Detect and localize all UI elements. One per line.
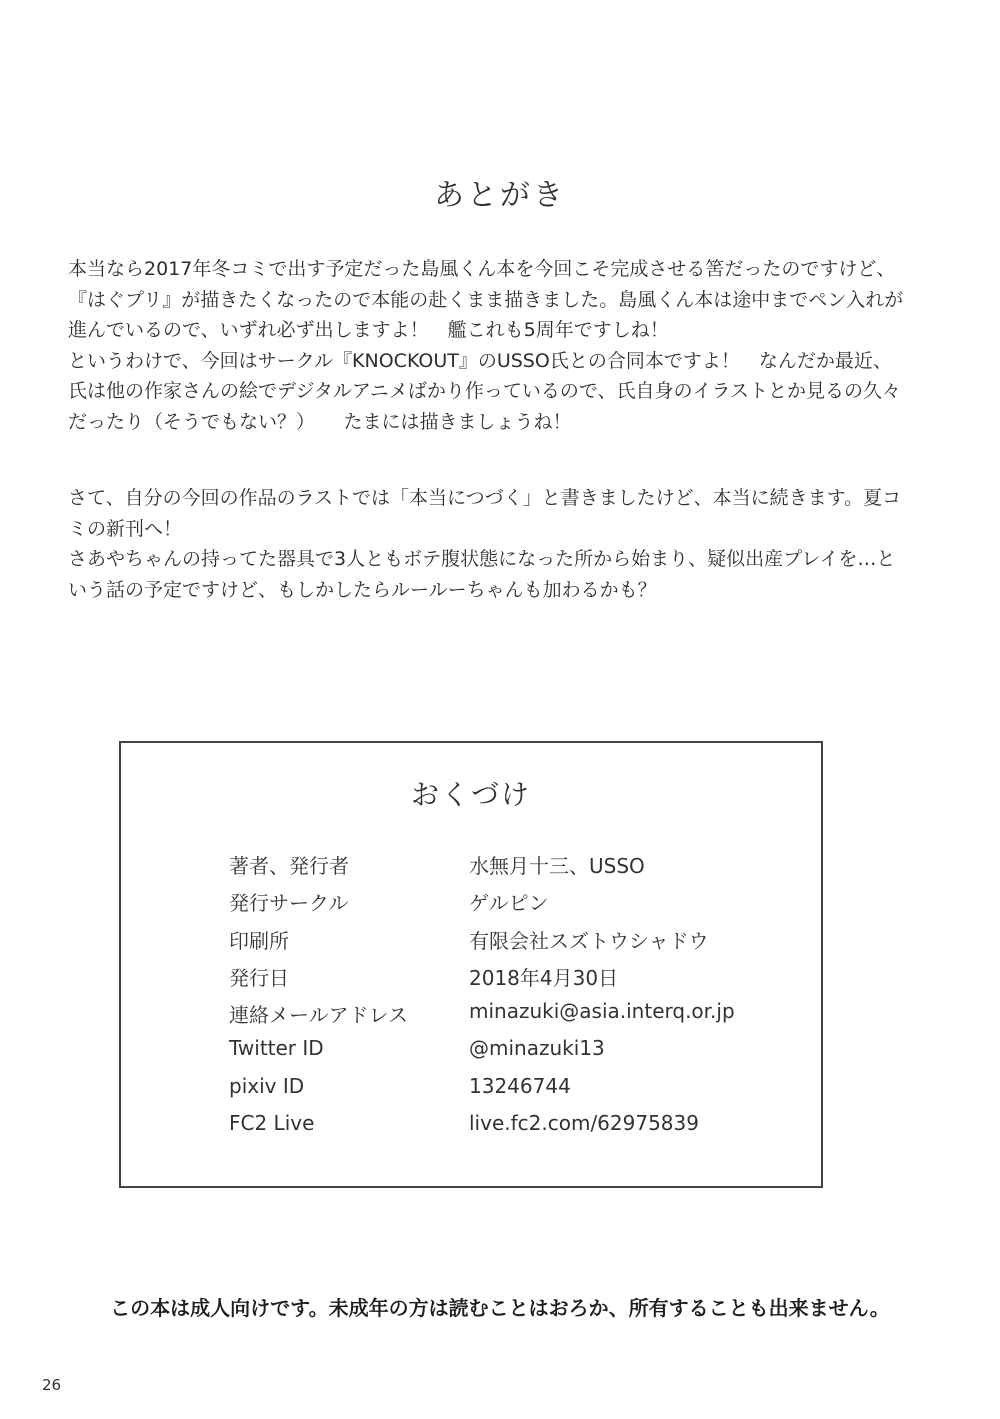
colophon-title: おくづけ xyxy=(410,778,531,811)
colophon-label: 著者、発行者 xyxy=(229,854,349,878)
text-line: というわけで、今回はサークル『KNOCKOUT』のUSSO氏との合同本ですよ！ なんだか最近、 xyxy=(68,349,892,372)
afterword-title: あとがき xyxy=(434,178,566,213)
text-line: 『はぐプリ』が描きたくなったので本能の赴くまま描きました。島風くん本は途中までペン入れが xyxy=(68,288,904,311)
afterword-paragraph-2 xyxy=(68,483,936,605)
page-number: 26 xyxy=(42,1376,62,1394)
colophon-row xyxy=(229,925,789,962)
text-line: さあやちゃんの持ってた器具で3人ともボテ腹状態になった所から始まり、疑似出産プレイを…と xyxy=(68,548,896,570)
colophon-value: 2018年4月30日 xyxy=(469,965,619,990)
colophon-value: 水無月十三、USSO xyxy=(469,854,645,878)
twitter-id: @minazuki13 xyxy=(469,1036,605,1061)
text-line: いう話の予定ですけど、もしかしたらルールーちゃんも加わるかも？ xyxy=(68,578,657,601)
colophon-value: ゲルピン xyxy=(469,891,549,916)
colophon-label: 発行日 xyxy=(229,965,289,990)
colophon-row xyxy=(229,887,789,924)
text-line: 本当なら2017年冬コミで出す予定だった島風くん本を今回こそ完成させる筈だったのですけど、 xyxy=(68,258,896,280)
afterword-paragraph-1 xyxy=(68,254,936,437)
colophon-row xyxy=(229,1074,789,1111)
colophon-value: 有限会社スズトウシャドウ xyxy=(469,928,709,953)
colophon-row xyxy=(229,962,789,999)
colophon-label: Twitter ID xyxy=(229,1036,324,1061)
text-line: 氏は他の作家さんの絵でデジタルアニメばかり作っているので、氏自身のイラストとか見るの久々 xyxy=(68,380,901,402)
text-line: ミの新刊へ！ xyxy=(68,517,183,540)
colophon-row xyxy=(229,1111,789,1148)
colophon-row xyxy=(229,850,789,887)
text-line: だったり（そうでもない？） たまには描きましょうね！ xyxy=(68,410,572,433)
colophon-label: pixiv ID xyxy=(229,1073,305,1098)
contact-email: minazuki@asia.interq.or.jp xyxy=(469,999,735,1024)
colophon-label: FC2 Live xyxy=(229,1111,315,1136)
colophon-table xyxy=(229,850,789,1148)
adult-content-warning: この本は成人向けです。未成年の方は読むことはおろか、所有することも出来ません。 xyxy=(110,1296,890,1320)
colophon-label: 発行サークル xyxy=(229,891,349,916)
pixiv-id: 13246744 xyxy=(469,1073,571,1098)
colophon-row xyxy=(229,1036,789,1073)
colophon-row xyxy=(229,999,789,1036)
colophon-box xyxy=(119,741,823,1188)
colophon-label: 連絡メールアドレス xyxy=(229,1003,408,1028)
colophon-label: 印刷所 xyxy=(229,928,289,953)
text-line: さて、自分の今回の作品のラストでは「本当につづく」と書きましたけど、本当に続きます。夏コ xyxy=(68,487,902,509)
fc2-live-url: live.fc2.com/62975839 xyxy=(469,1111,699,1136)
text-line: 進んでいるので、いずれ必ず出しますよ！ 艦これも5周年ですしね！ xyxy=(68,319,669,341)
